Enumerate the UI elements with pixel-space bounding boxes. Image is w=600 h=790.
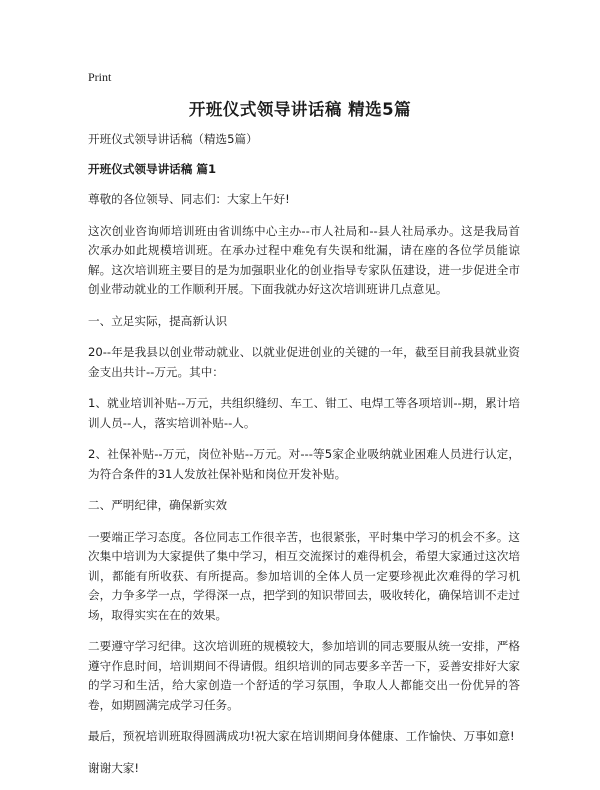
paragraph-discipline: 二要遵守学习纪律。这次培训班的规模较大，参加培训的同志要服从统一安排，严格遵守作息时间，培训期间不得请假。组织培训的同志要多辛苦一下，妥善安排好大家的学习和生活，给大家创造一个舒适的学习氛围，争取人人都能交出一份优异的答卷，如期圆满完成学习任务。 [88,639,520,712]
heading-point-1: 一、立足实际，提高新认识 [88,313,228,328]
document-subtitle: 开班仪式领导讲话稿（精选5篇） [88,132,258,146]
paragraph-thanks: 谢谢大家! [88,760,140,775]
print-label: Print [88,70,112,84]
paragraph-funding: 20--年是我县以创业带动就业、以就业促进创业的关键的一年，截至目前我县就业资金支出共计--万元。其中： [88,345,520,379]
paragraph-closing: 最后，预祝培训班取得圆满成功!祝大家在培训期间身体健康、工作愉快、万事如意! [88,729,515,743]
paragraph-training-subsidy: 1、就业培训补贴--万元，共组织缝纫、车工、钳工、电焊工等各项培训--期，累计培训人员--人，落实培训补贴--人。 [88,396,520,430]
document-title: 开班仪式领导讲话稿 精选5篇 [188,100,412,119]
heading-point-2: 二、严明纪律，确保新实效 [88,498,228,512]
document-body [88,130,520,790]
paragraph-attitude: 一要端正学习态度。各位同志工作很辛苦，也很紧张，平时集中学习的机会不多。这次集中培训为大家提供了集中学习，相互交流探讨的难得机会，希望大家通过这次培训，都能有所收获、有所提高。参加培训的全体人员一定要珍视此次难得的学习机会，力争多学一点，学得深一点，把学到的知识带回去，吸收转化，确保培训不走过场，取得实实在在的效果。 [88,529,520,622]
section-title: 开班仪式领导讲话稿 篇1 [88,161,217,176]
paragraph-intro: 这次创业咨询师培训班由省训练中心主办--市人社局和--县人社局承办。这是我局首次承办如此规模培训班。在承办过程中难免有失误和纰漏，请在座的各位学员能谅解。这次培训班主要目的是为加强职业化的创业指导专家队伍建设，进一步促进全市创业带动就业的工作顺利开展。下面我就办好这次培训班讲几点意见。 [88,223,520,296]
paragraph-greeting: 尊敬的各位领导、同志们：大家上午好! [88,192,290,206]
paragraph-social-subsidy: 2、社保补贴--万元，岗位补贴--万元。对---等5家企业吸纳就业困难人员进行认定，为符合条件的31人发放社保补贴和岗位开发补贴。 [88,447,520,481]
